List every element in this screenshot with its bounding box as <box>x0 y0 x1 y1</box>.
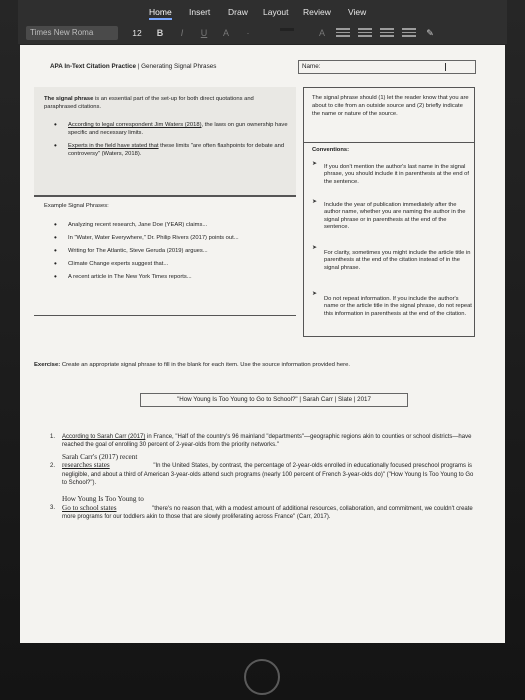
highlight-button[interactable]: A <box>222 28 229 38</box>
examples-heading: Example Signal Phrases: <box>44 203 109 209</box>
arrow-bullet-icon: ➤ <box>312 291 318 297</box>
page-title: APA In-Text Citation Practice | Generating Signal Phrases <box>50 63 217 70</box>
font-color-button[interactable] <box>280 27 294 39</box>
arrow-bullet-icon: ➤ <box>312 199 318 205</box>
tab-insert[interactable]: Insert <box>189 7 211 17</box>
exercise-item[interactable]: How Young Is Too Young to 3. Go to school states "there's no reason that, with a modest amount of additional resources, collaboration, and commitment, we couldn't create more programs for our toddlers akin to those that are slowly proliferating across France" (Carr, 2017). <box>50 495 475 521</box>
italic-button[interactable]: I <box>180 28 184 38</box>
format-painter-icon[interactable]: ✎ <box>426 28 434 38</box>
exercise-instructions: Exercise: Create an appropriate signal phrase to fill in the blank for each item. Use the source information provided here. <box>34 362 350 368</box>
tab-draw[interactable]: Draw <box>228 7 248 17</box>
exercise-item[interactable]: 1. According to Sarah Carr (2017) in France, "Half of the country's 96 mainland "departments"—geographic regions akin to counties or school districts—have reached the goal of enrolling 30 percent of 2-year-olds from the priority networks." <box>50 434 472 449</box>
arrow-bullet-icon: ➤ <box>312 245 318 251</box>
divider <box>34 315 296 316</box>
list-item: • Writing for The Atlantic, Steve Geruda (2019) argues... <box>54 247 294 255</box>
bold-button[interactable]: B <box>156 28 164 38</box>
ribbon-toolbar <box>18 24 507 42</box>
intro-examples <box>54 121 294 163</box>
list-item: • Climate Change experts suggest that... <box>54 260 294 268</box>
intro-text: The signal phrase is an essential part of the set-up for both direct quotations and paraphrased citations. <box>44 96 254 110</box>
ribbon <box>18 0 507 44</box>
convention-item: If you don't mention the author's last name in the signal phrase, you should include it in parenthesis at the end of the sentence. <box>324 164 470 185</box>
numbered-list-icon[interactable] <box>358 28 372 38</box>
answer-text[interactable]: How Young Is Too Young to <box>62 495 144 504</box>
list-item: • Experts in the field have stated that these limits "are often flashpoints for debate and controversy" (Waters, 2018). <box>54 142 294 158</box>
document-page[interactable] <box>20 45 505 643</box>
name-label: Name: <box>302 63 321 70</box>
convention-item: For clarity, sometimes you might include the article title in parenthesis at the end of the citation instead of in the signal phrase. <box>324 250 471 271</box>
conventions-box <box>303 87 475 337</box>
ribbon-tabs <box>18 4 507 20</box>
source-citation-box: "How Young Is Too Young to Go to School?" | Sarah Carr | Slate | 2017 <box>140 393 408 407</box>
list-item: • According to legal correspondent Jim Waters (2018), the laws on gun ownership have specific and necessary limits. <box>54 121 294 137</box>
arrow-bullet-icon: ➤ <box>312 161 318 167</box>
home-button[interactable] <box>244 659 280 695</box>
list-item: • In "Water, Water Everywhere," Dr. Philip Rivers (2017) points out... <box>54 234 294 242</box>
tab-view[interactable]: View <box>348 7 367 17</box>
name-field[interactable] <box>298 60 476 74</box>
answer-text[interactable]: According to Sarah Carr (2017) <box>62 434 146 440</box>
more-format-icon[interactable]: · <box>246 28 250 38</box>
signal-phrase-intro-box <box>34 87 296 197</box>
underline-button[interactable]: U <box>200 28 208 38</box>
answer-text[interactable]: researches states <box>62 461 110 470</box>
bullet-list-icon[interactable] <box>336 28 350 38</box>
outdent-icon[interactable] <box>380 28 394 38</box>
font-size-field[interactable]: 12 <box>132 28 142 38</box>
example-signal-phrases <box>54 221 294 286</box>
answer-text[interactable]: Go to school states <box>62 503 117 512</box>
conventions-heading: Conventions: <box>304 142 474 156</box>
indent-icon[interactable] <box>402 28 416 38</box>
convention-item: Do not repeat information. If you include the author's name or the article title in the signal phrase, do not repeat this information in parenthesis at the end of the citation. <box>324 296 472 317</box>
text-cursor <box>445 63 446 71</box>
tab-layout[interactable]: Layout <box>263 7 289 17</box>
exercise-items <box>50 433 475 525</box>
list-item: • A recent article in The New York Times reports... <box>54 273 294 281</box>
font-name-field[interactable]: Times New Roma <box>26 26 118 40</box>
convention-item: Include the year of publication immediately after the author name, whether you are naming the author in the signal phrase or in parenthesis at the end of the sentence. <box>324 202 466 231</box>
exercise-item[interactable]: Sarah Carr's (2017) recent 2. researches states "In the United States, by contrast, the percentage of 2-year-olds enrolled in educationally focused preschool programs is negligible, and about a third of American 3-year-olds attend such programs (nearly 100 percent of French 3-year-olds do)" ("How Young Is Too Young to Go to School?"). <box>50 452 474 487</box>
answer-text[interactable]: Sarah Carr's (2017) recent <box>62 452 138 461</box>
tab-review[interactable]: Review <box>303 7 331 17</box>
font-color-label[interactable]: A <box>318 28 325 38</box>
tab-home[interactable]: Home <box>149 4 172 20</box>
list-item: • Analyzing recent research, Jane Doe (YEAR) claims... <box>54 221 294 229</box>
signal-phrase-definition: The signal phrase should (1) let the reader know that you are about to cite from an outside source and (2) briefly indicate the name or nature of the source. <box>312 95 469 117</box>
